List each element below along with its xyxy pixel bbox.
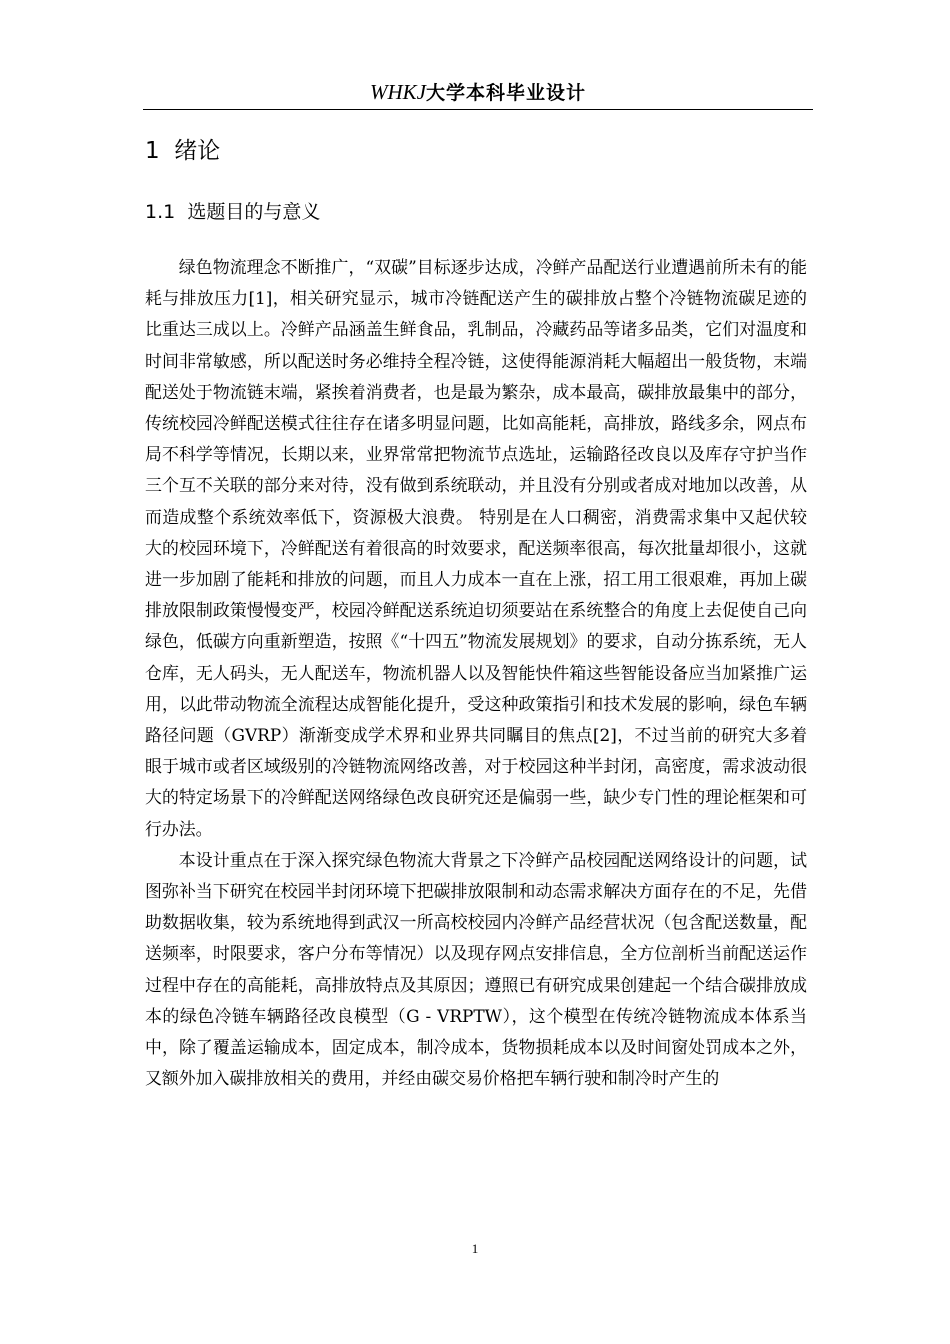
chapter-title-text: 绪论 <box>174 138 221 164</box>
body-text <box>145 252 807 1094</box>
section-number: 1.1 <box>145 201 176 223</box>
page-number: 1 <box>471 1241 479 1256</box>
paragraph-2: 本设计重点在于深入探究绿色物流大背景之下冷鲜产品校园配送网络设计的问题，试图弥补当下研究在校园半封闭环境下把碳排放限制和动态需求解决方面存在的不足，先借助数据收集，较为系统地得到武汉一所高校校园内冷鲜产品经营状况（包含配送数量，配送频率，时限要求，客户分布等情况）以及现存网点安排信息，全方位剖析当前配送运作过程中存在的高能耗，高排放特点及其原因；遵照已有研究成果创建起一个结合碳排放成本的绿色冷链车辆路径改良模型（G - VRPTW），这个模型在传统冷链物流成本体系当中，除了覆盖运输成本，固定成本，制冷成本，货物损耗成本以及时间窗处罚成本之外，又额外加入碳排放相关的费用，并经由碳交易价格把车辆行驶和制冷时产生的 <box>145 849 807 1089</box>
page-header <box>143 76 813 109</box>
header-doc-title: 大学本科毕业设计 <box>425 82 586 104</box>
paragraph-1: 绿色物流理念不断推广，“双碳”目标逐步达成，冷鲜产品配送行业遭遇前所未有的能耗与排放压力[1]，相关研究显示，城市冷链配送产生的碳排放占整个冷链物流碳足迹的比重达三成以上。冷鲜产品涵盖生鲜食品，乳制品，冷藏药品等诸多品类，它们对温度和时间非常敏感，所以配送时务必维持全程冷链，这使得能源消耗大幅超出一般货物，末端配送处于物流链末端，紧挨着消费者，也是最为繁杂，成本最高，碳排放最集中的部分，传统校园冷鲜配送模式往往存在诸多明显问题，比如高能耗，高排放，路线多余，网点布局不科学等情况，长期以来，业界常常把物流节点选址，运输路径改良以及库存守护当作三个互不关联的部分来对待，没有做到系统联动，并且没有分别或者成对地加以改善，从而造成整个系统效率低下，资源极大浪费。 特别是在人口稠密，消费需求集中又起伏较大的校园环境下，冷鲜配送有着很高的时效要求，配送频率很高，每次批量却很小，这就进一步加剧了能耗和排放的问题，而且人力成本一直在上涨，招工用工很艰难，再加上碳排放限制政策慢慢变严，校园冷鲜配送系统迫切须要站在系统整合的角度上去促使自己向绿色，低碳方向重新塑造，按照《“十四五”物流发展规划》的要求，自动分拣系统，无人仓库，无人码头，无人配送车，物流机器人以及智能快件箱这些智能设备应当加紧推广运用，以此带动物流全流程达成智能化提升，受这种政策指引和技术发展的影响，绿色车辆路径问题（GVRP）渐渐变成学术界和业界共同瞩目的焦点[2]，不过当前的研究大多着眼于城市或者区域级别的冷链物流网络改善，对于校园这种半封闭，高密度，需求波动很大的特定场景下的冷鲜配送网络绿色改良研究还是偏弱一些，缺少专门性的理论框架和可行办法。 <box>145 257 807 839</box>
header-school-abbr: WHKJ <box>369 80 426 104</box>
section-title <box>145 196 320 228</box>
section-title-text: 选题目的与意义 <box>187 201 321 223</box>
header-rule <box>143 109 813 110</box>
chapter-number: 1 <box>145 138 160 164</box>
chapter-title <box>145 134 220 168</box>
